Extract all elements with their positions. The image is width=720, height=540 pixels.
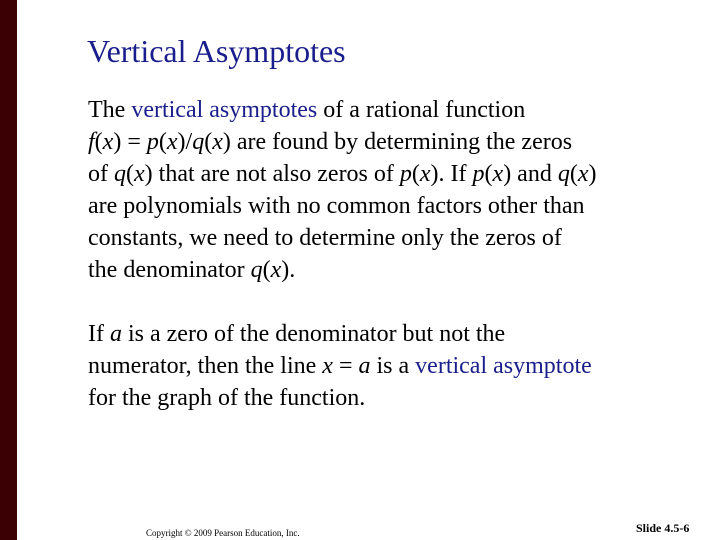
text-line: are polynomials with no common factors other than <box>88 193 585 219</box>
text-run: )/ <box>177 129 193 155</box>
left-accent-bar <box>0 0 17 540</box>
copyright-notice: Copyright © 2009 Pearson Education, Inc. <box>146 528 300 538</box>
math-symbol: f <box>88 129 95 155</box>
math-symbol: x <box>166 129 178 155</box>
math-symbol: p <box>146 129 159 155</box>
text-line <box>88 350 698 382</box>
math-symbol: x <box>270 257 282 283</box>
highlighted-term: vertical asymptote <box>415 353 592 379</box>
text-run: ) and <box>503 161 558 187</box>
text-line <box>88 126 698 158</box>
text-run: ( <box>569 161 578 187</box>
text-run: ( <box>204 129 213 155</box>
math-symbol: x <box>419 161 431 187</box>
text-line <box>88 318 698 350</box>
text-run: ( <box>94 129 103 155</box>
text-run: ( <box>158 129 167 155</box>
math-symbol: x <box>212 129 223 155</box>
text-line: constants, we need to determine only the zeros of <box>88 225 562 251</box>
text-run: ( <box>411 161 420 187</box>
text-run: If <box>88 321 110 347</box>
text-line: for the graph of the function. <box>88 385 366 411</box>
math-symbol: a <box>109 321 122 347</box>
text-run: ( <box>484 161 493 187</box>
text-run: ). <box>281 257 296 283</box>
math-symbol: q <box>192 129 205 155</box>
math-symbol: p <box>472 161 485 187</box>
text-run: ). If <box>430 161 473 187</box>
math-symbol: x <box>102 129 114 155</box>
text-run: numerator, then the line <box>88 353 323 379</box>
math-symbol: p <box>399 161 412 187</box>
slide-number: Slide 4.5-6 <box>636 521 690 535</box>
text-run: ( <box>262 257 271 283</box>
text-run: ) that are not also zeros of <box>144 161 400 187</box>
paragraph-definition <box>88 94 698 286</box>
math-symbol: q <box>557 161 570 187</box>
text-run: of a rational function <box>317 97 526 123</box>
text-run: is a <box>370 353 416 379</box>
math-symbol: q <box>250 257 263 283</box>
slide-title: Vertical Asymptotes <box>87 33 346 69</box>
text-run: ) are found by determining the zeros <box>222 129 573 155</box>
text-run: ( <box>126 161 134 187</box>
math-symbol: a <box>358 353 371 379</box>
math-symbol: x <box>577 161 589 187</box>
math-symbol: x <box>134 161 145 187</box>
text-line <box>88 94 698 126</box>
math-symbol: q <box>114 161 126 187</box>
math-symbol: x <box>322 353 333 379</box>
paragraph-condition <box>88 318 698 414</box>
text-run: = <box>332 353 359 379</box>
text-line <box>88 158 698 190</box>
text-run: ) <box>588 161 597 187</box>
highlighted-term: vertical asymptotes <box>131 97 318 123</box>
text-line <box>88 254 698 286</box>
text-run: ) = <box>113 129 147 155</box>
text-run: of <box>88 161 114 187</box>
text-run: The <box>88 97 132 123</box>
math-symbol: x <box>492 161 504 187</box>
text-run: is a zero of the denominator but not the <box>121 321 506 347</box>
text-run: the denominator <box>88 257 251 283</box>
